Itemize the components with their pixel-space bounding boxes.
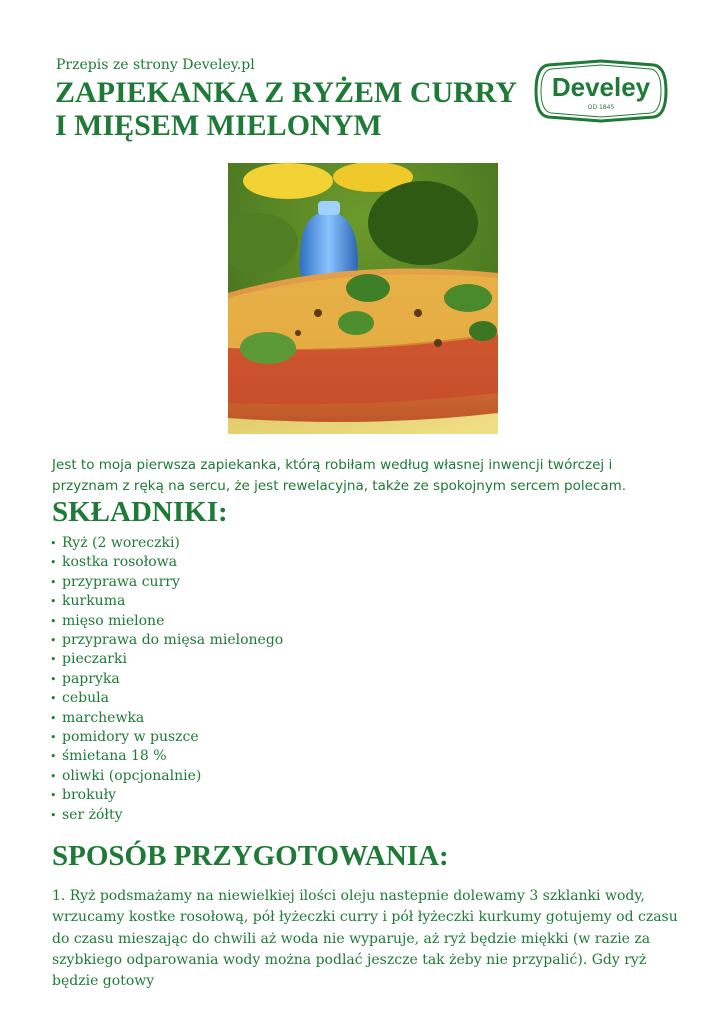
ingredient-item: • papryka [50,670,283,689]
preparation-text: 1. Ryż podsmażamy na niewielkiej ilości oleju nastepnie dolewamy 3 szklanki wody, wrzucamy kostke rosołową, pół łyżeczki curry i pół łyżeczki kurkumy gotujemy od czasu do czasu mieszając do chwili aż woda nie wyparuje, aż ryż będzie miękki (w razie za szybkiego odparowania wody można podlać jeszcze tak żeby nie przypalić). Gdy ryż będzie gotowy [52,888,678,990]
ingredient-item: • mięso mielone [50,612,283,631]
logo-brand-text: Develey [551,72,651,102]
ingredients-heading: SKŁADNIKI: [52,496,228,528]
photo-broccoli [444,284,492,312]
intro-paragraph: Jest to moja pierwsza zapiekanka, którą robiłam według własnej inwencji twórczej i przyznam z ręką na sercu, że jest rewelacyjna, także ze spokojnym sercem polecam. [52,457,627,494]
photo-broccoli [346,274,390,302]
preparation-heading: SPOSÓB PRZYGOTOWANIA: [52,840,449,872]
ingredient-item: • oliwki (opcjonalnie) [50,767,283,786]
ingredient-item: • ser żółty [50,806,283,825]
ingredient-item: • cebula [50,689,283,708]
recipe-title: ZAPIEKANKA Z RYŻEM CURRY I MIĘSEM MIELONYM [55,76,516,142]
photo-broccoli [338,311,374,335]
photo-olive [314,309,322,317]
logo-tagline-text: OD 1845 [587,104,615,111]
ingredient-item: • pieczarki [50,650,283,669]
photo-olive [434,339,442,347]
ingredient-item: • przyprawa do mięsa mielonego [50,631,283,650]
ingredient-item: • pomidory w puszce [50,728,283,747]
source-line: Przepis ze strony Develey.pl [56,57,255,73]
ingredient-item: • kostka rosołowa [50,553,283,572]
ingredient-item: • przyprawa curry [50,573,283,592]
photo-broccoli [469,321,497,341]
ingredient-item: • Ryż (2 woreczki) [50,534,283,553]
ingredient-item: • marchewka [50,709,283,728]
photo-broccoli [240,332,296,364]
develey-logo[interactable] [532,59,670,123]
photo-olive [295,330,301,336]
recipe-photo [228,163,498,434]
ingredient-item: • brokuły [50,786,283,805]
photo-flower [243,163,333,199]
photo-vase-neck [318,201,340,215]
photo-olive [414,309,422,317]
photo-leaf [368,181,478,265]
ingredients-list [50,534,283,825]
ingredient-item: • kurkuma [50,592,283,611]
ingredient-item: • śmietana 18 % [50,747,283,766]
